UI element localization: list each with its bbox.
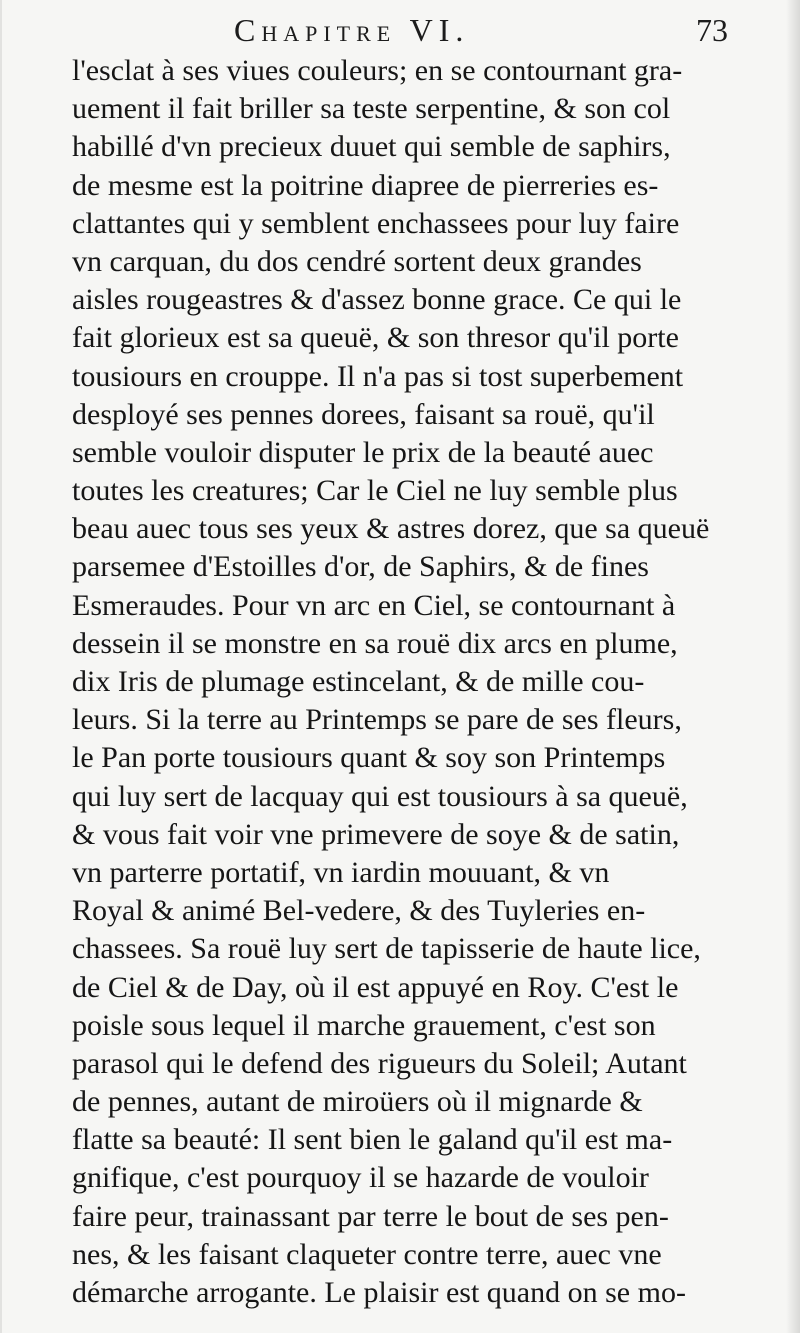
page-number: 73 xyxy=(696,12,728,48)
text-line: chassees. Sa rouë luy sert de tapisserie de haute lice, xyxy=(72,932,701,966)
body-text xyxy=(72,52,756,1312)
text-line: clattantes qui y semblent enchassees pour luy faire xyxy=(72,206,680,240)
text-line: desployé ses pennes dorees, faisant sa rouë, qu'il xyxy=(72,397,655,431)
text-line: & vous fait voir vne primevere de soye & de satin, xyxy=(72,817,680,851)
text-line: vn parterre portatif, vn iardin mouuant, & vn xyxy=(72,855,610,889)
text-line: semble vouloir disputer le prix de la beauté auec xyxy=(72,435,654,469)
text-line: le Pan porte tousiours quant & soy son Printemps xyxy=(72,741,666,775)
text-line: Esmeraudes. Pour vn arc en Ciel, se contournant à xyxy=(72,588,676,622)
text-line: poisle sous lequel il marche grauement, c'est son xyxy=(72,1008,656,1042)
text-line: beau auec tous ses yeux & astres dorez, que sa queuë xyxy=(72,512,710,546)
text-line: uement il fait briller sa teste serpentine, & son col xyxy=(72,92,671,126)
text-line: flatte sa beauté: Il sent bien le galand qu'il est ma- xyxy=(72,1123,673,1157)
text-line: parsemee d'Estoilles d'or, de Saphirs, & de fines xyxy=(72,550,649,584)
text-line: habillé d'vn precieux duuet qui semble de saphirs, xyxy=(72,130,671,164)
text-line: qui luy sert de lacquay qui est tousiours à sa queuë, xyxy=(72,779,688,813)
text-line: fait glorieux est sa queuë, & son thresor qu'il porte xyxy=(72,321,679,355)
text-line: parasol qui le defend des rigueurs du Soleil; Autant xyxy=(72,1046,687,1080)
text-line: nes, & les faisant claqueter contre terre, auec vne xyxy=(72,1237,662,1271)
text-line: vn carquan, du dos cendré sortent deux grandes xyxy=(72,244,642,278)
text-line: toutes les creatures; Car le Ciel ne luy semble plus xyxy=(72,474,678,508)
text-line: dessein il se monstre en sa rouë dix arcs en plume, xyxy=(72,626,678,660)
text-line: dix Iris de plumage estincelant, & de mille cou- xyxy=(72,665,645,698)
page-edge-shadow xyxy=(786,0,800,1333)
text-line: gnifique, c'est pourquoy il se hazarde de vouloir xyxy=(72,1161,649,1195)
text-line: faire peur, trainassant par terre le bout de ses pen- xyxy=(72,1199,669,1233)
text-line: aisles rougeastres & d'assez bonne grace. Ce qui le xyxy=(72,283,682,317)
text-line: de pennes, autant de miroüers où il mignarde & xyxy=(72,1085,643,1119)
text-line: de mesme est la poitrine diapree de pierreries es- xyxy=(72,168,659,202)
text-line: tousiours en crouppe. Il n'a pas si tost superbement xyxy=(72,359,684,393)
text-line: leurs. Si la terre au Printemps se pare de ses fleurs, xyxy=(72,703,682,737)
running-head: Chapitre VI. xyxy=(234,12,470,48)
text-line: Royal & animé Bel-vedere, & des Tuyleries en- xyxy=(72,894,646,928)
page-header xyxy=(2,12,800,52)
text-line: de Ciel & de Day, où il est appuyé en Roy. C'est le xyxy=(72,970,679,1004)
text-line: l'esclat à ses viues couleurs; en se contournant gra- xyxy=(72,54,683,87)
text-line: démarche arrogante. Le plaisir est quand on se mo- xyxy=(72,1276,686,1309)
